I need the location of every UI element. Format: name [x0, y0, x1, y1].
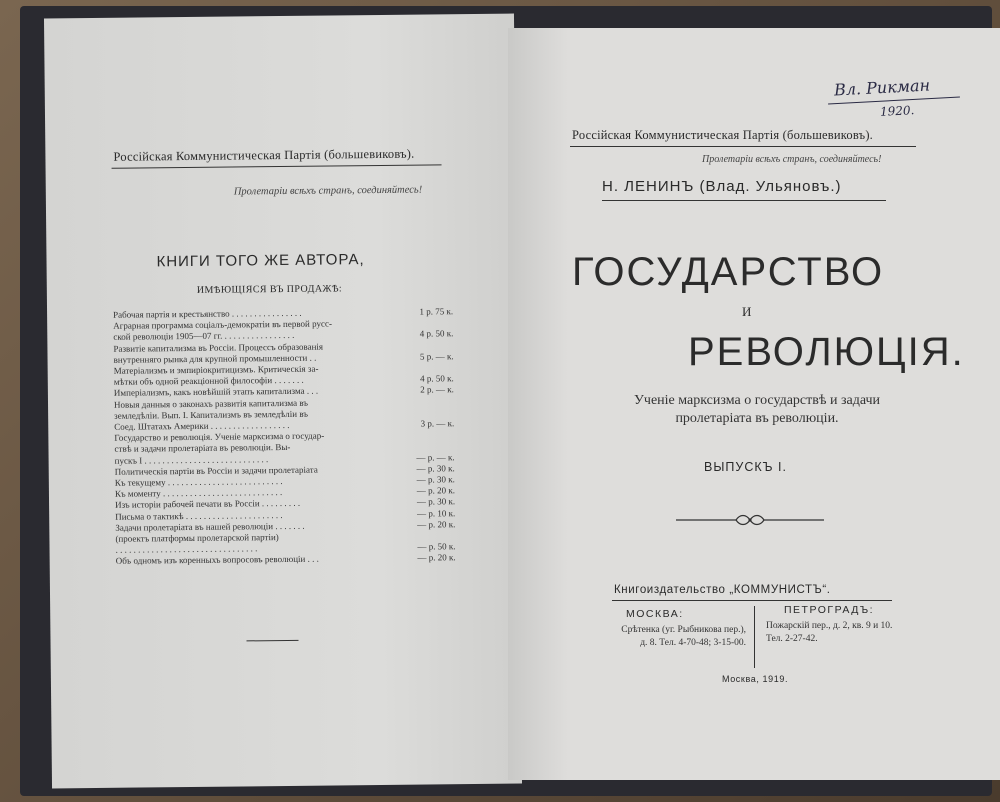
book-title: Изъ исторіи рабочей печати въ Россіи . . . . . . . . .	[115, 498, 301, 511]
owner-year: 1920.	[879, 103, 915, 119]
owner-inscription: Вл. Рикман	[833, 75, 931, 100]
book-title: Развитіе капитализма въ Россіи. Процессъ образованія	[113, 341, 324, 354]
title-line-1: ГОСУДАРСТВО	[572, 250, 885, 294]
imprint: Москва, 1919.	[722, 674, 789, 684]
book-title: Государство и революція. Ученіе марксизма о государ-	[114, 430, 325, 444]
open-book	[20, 6, 992, 796]
book-price: — р. — к.	[416, 451, 455, 463]
moscow-city: МОСКВА:	[626, 608, 684, 620]
book-price: — р. 30 к.	[416, 496, 456, 508]
book-price	[450, 407, 454, 418]
book-title: Къ моменту . . . . . . . . . . . . . . . . . . . . . . . . . . .	[114, 487, 283, 500]
book-price	[449, 340, 453, 351]
book-price: — р. 30 к.	[416, 474, 455, 485]
book-price: 1 р. 75 к.	[419, 306, 454, 317]
header-rule	[112, 164, 442, 168]
book-price: — р. 30 к.	[416, 463, 455, 474]
party-header: Россійская Коммунистическая Партія (большевиковъ).	[113, 146, 415, 164]
book-title: (проектъ платформы пролетарской партіи)	[115, 532, 279, 544]
book-price	[449, 317, 453, 328]
book-list-item	[116, 553, 456, 568]
header-rule	[570, 146, 916, 147]
books-list	[113, 306, 456, 567]
book-title: Политическія партіи въ Россіи и задачи пролетаріата	[114, 464, 318, 477]
address-divider	[754, 606, 755, 668]
issue-number: ВЫПУСКЪ І.	[704, 460, 787, 474]
party-header: Россійская Коммунистическая Партія (большевиковъ).	[572, 128, 874, 142]
petrograd-address-line-1: Пожарскій пер., д. 2, кв. 9 и 10.	[766, 621, 893, 631]
book-title: внутренняго рынка для крупной промышленности . .	[113, 352, 317, 365]
author-rule	[602, 200, 886, 201]
book-title: Матеріализмъ и эмпиріокритицизмъ. Критическія за-	[113, 363, 319, 376]
moscow-address-line-1: Срѣтенка (уг. Рыбникова пер.),	[621, 625, 746, 635]
book-title: Новыя данныя о законахъ развитія капитализма въ	[113, 397, 309, 410]
book-price	[450, 396, 454, 407]
slogan: Пролетаріи всѣхъ странъ, соединяйтесь!	[702, 154, 882, 165]
title-line-2: РЕВОЛЮЦІЯ.	[688, 330, 965, 374]
right-page	[508, 28, 1000, 780]
book-price: 4 р. 50 к.	[419, 328, 454, 339]
book-title: Объ одномъ изъ коренныхъ вопросовъ революціи . . .	[115, 554, 319, 567]
title-conjunction: И	[742, 304, 753, 319]
books-list-subtitle: ИМѢЮЩІЯСЯ ВЪ ПРОДАЖѢ:	[196, 283, 343, 296]
book-title: Рабочая партія и крестьянство . . . . . . . . . . . . . . . .	[113, 307, 302, 320]
book-price: — р. 10 к.	[417, 507, 456, 519]
book-title: Письма о тактикѣ . . . . . . . . . . . . . . . . . . . . . .	[115, 509, 283, 522]
author-name: Н. ЛЕНИНЪ (Влад. Ульяновъ.)	[602, 178, 842, 195]
book-price	[450, 429, 454, 440]
book-title: Соед. Штатахъ Америки . . . . . . . . . . . . . . . . . .	[114, 419, 290, 432]
book-title: Имперіализмъ, какъ новѣйшій этапъ капитализма . . .	[113, 386, 319, 399]
book-price: — р. 50 к.	[417, 541, 456, 552]
book-price: 5 р. — к.	[419, 351, 454, 362]
book-title: мѣтки объ одной реакціонной философіи . . . . . . .	[113, 375, 304, 387]
left-page	[44, 14, 522, 789]
book-price: 2 р. — к.	[420, 384, 454, 395]
slogan: Пролетаріи всѣхъ странъ, соединяйтесь!	[233, 184, 423, 198]
publisher-rule	[612, 600, 892, 601]
book-price: — р. 20 к.	[417, 519, 456, 530]
petrograd-address-line-2: Тел. 2-27-42.	[766, 634, 818, 644]
end-rule	[247, 640, 299, 642]
book-price	[450, 441, 454, 452]
book-price	[450, 362, 454, 373]
moscow-address	[584, 624, 746, 650]
book-price: — р. 20 к.	[417, 552, 456, 564]
book-title: земледѣліи. Вып. І. Капитализмъ въ земледѣліи въ	[114, 408, 309, 421]
book-title: ствѣ и задачи пролетаріата въ революціи. Вы-	[114, 442, 291, 455]
book-price: — р. 20 к.	[416, 485, 455, 496]
book-price: 4 р. 50 к.	[420, 373, 454, 384]
subtitle: Ученіе марксизма о государствѣ и задачи пролетаріата въ революціи.	[633, 393, 881, 426]
book-title: . . . . . . . . . . . . . . . . . . . . . . . . . . . . . . . .	[115, 543, 258, 556]
petrograd-city: ПЕТРОГРАДЪ:	[784, 604, 875, 616]
publisher-name: Книгоиздательство „КОММУНИСТЪ“.	[614, 584, 831, 596]
book-title: Задачи пролетаріата въ нашей революціи . . . . . . .	[115, 520, 305, 533]
ornament-divider-icon	[676, 512, 824, 528]
book-title: пускъ І . . . . . . . . . . . . . . . . . . . . . . . . . . . .	[114, 453, 269, 466]
book-price	[451, 530, 455, 541]
petrograd-address	[766, 620, 892, 646]
book-price: 3 р. — к.	[420, 418, 455, 429]
book-title: ской революціи 1905—07 гг. . . . . . . . . . . . . . . . .	[113, 330, 295, 343]
book-title: Аграрная программа соціалъ-демократіи въ первой русс-	[113, 318, 333, 331]
books-list-title: КНИГИ ТОГО ЖЕ АВТОРА,	[156, 251, 365, 271]
moscow-address-line-2: д. 8. Тел. 4-70-48; 3-15-00.	[640, 638, 746, 648]
book-title: Къ текущему . . . . . . . . . . . . . . . . . . . . . . . . . .	[114, 476, 283, 488]
